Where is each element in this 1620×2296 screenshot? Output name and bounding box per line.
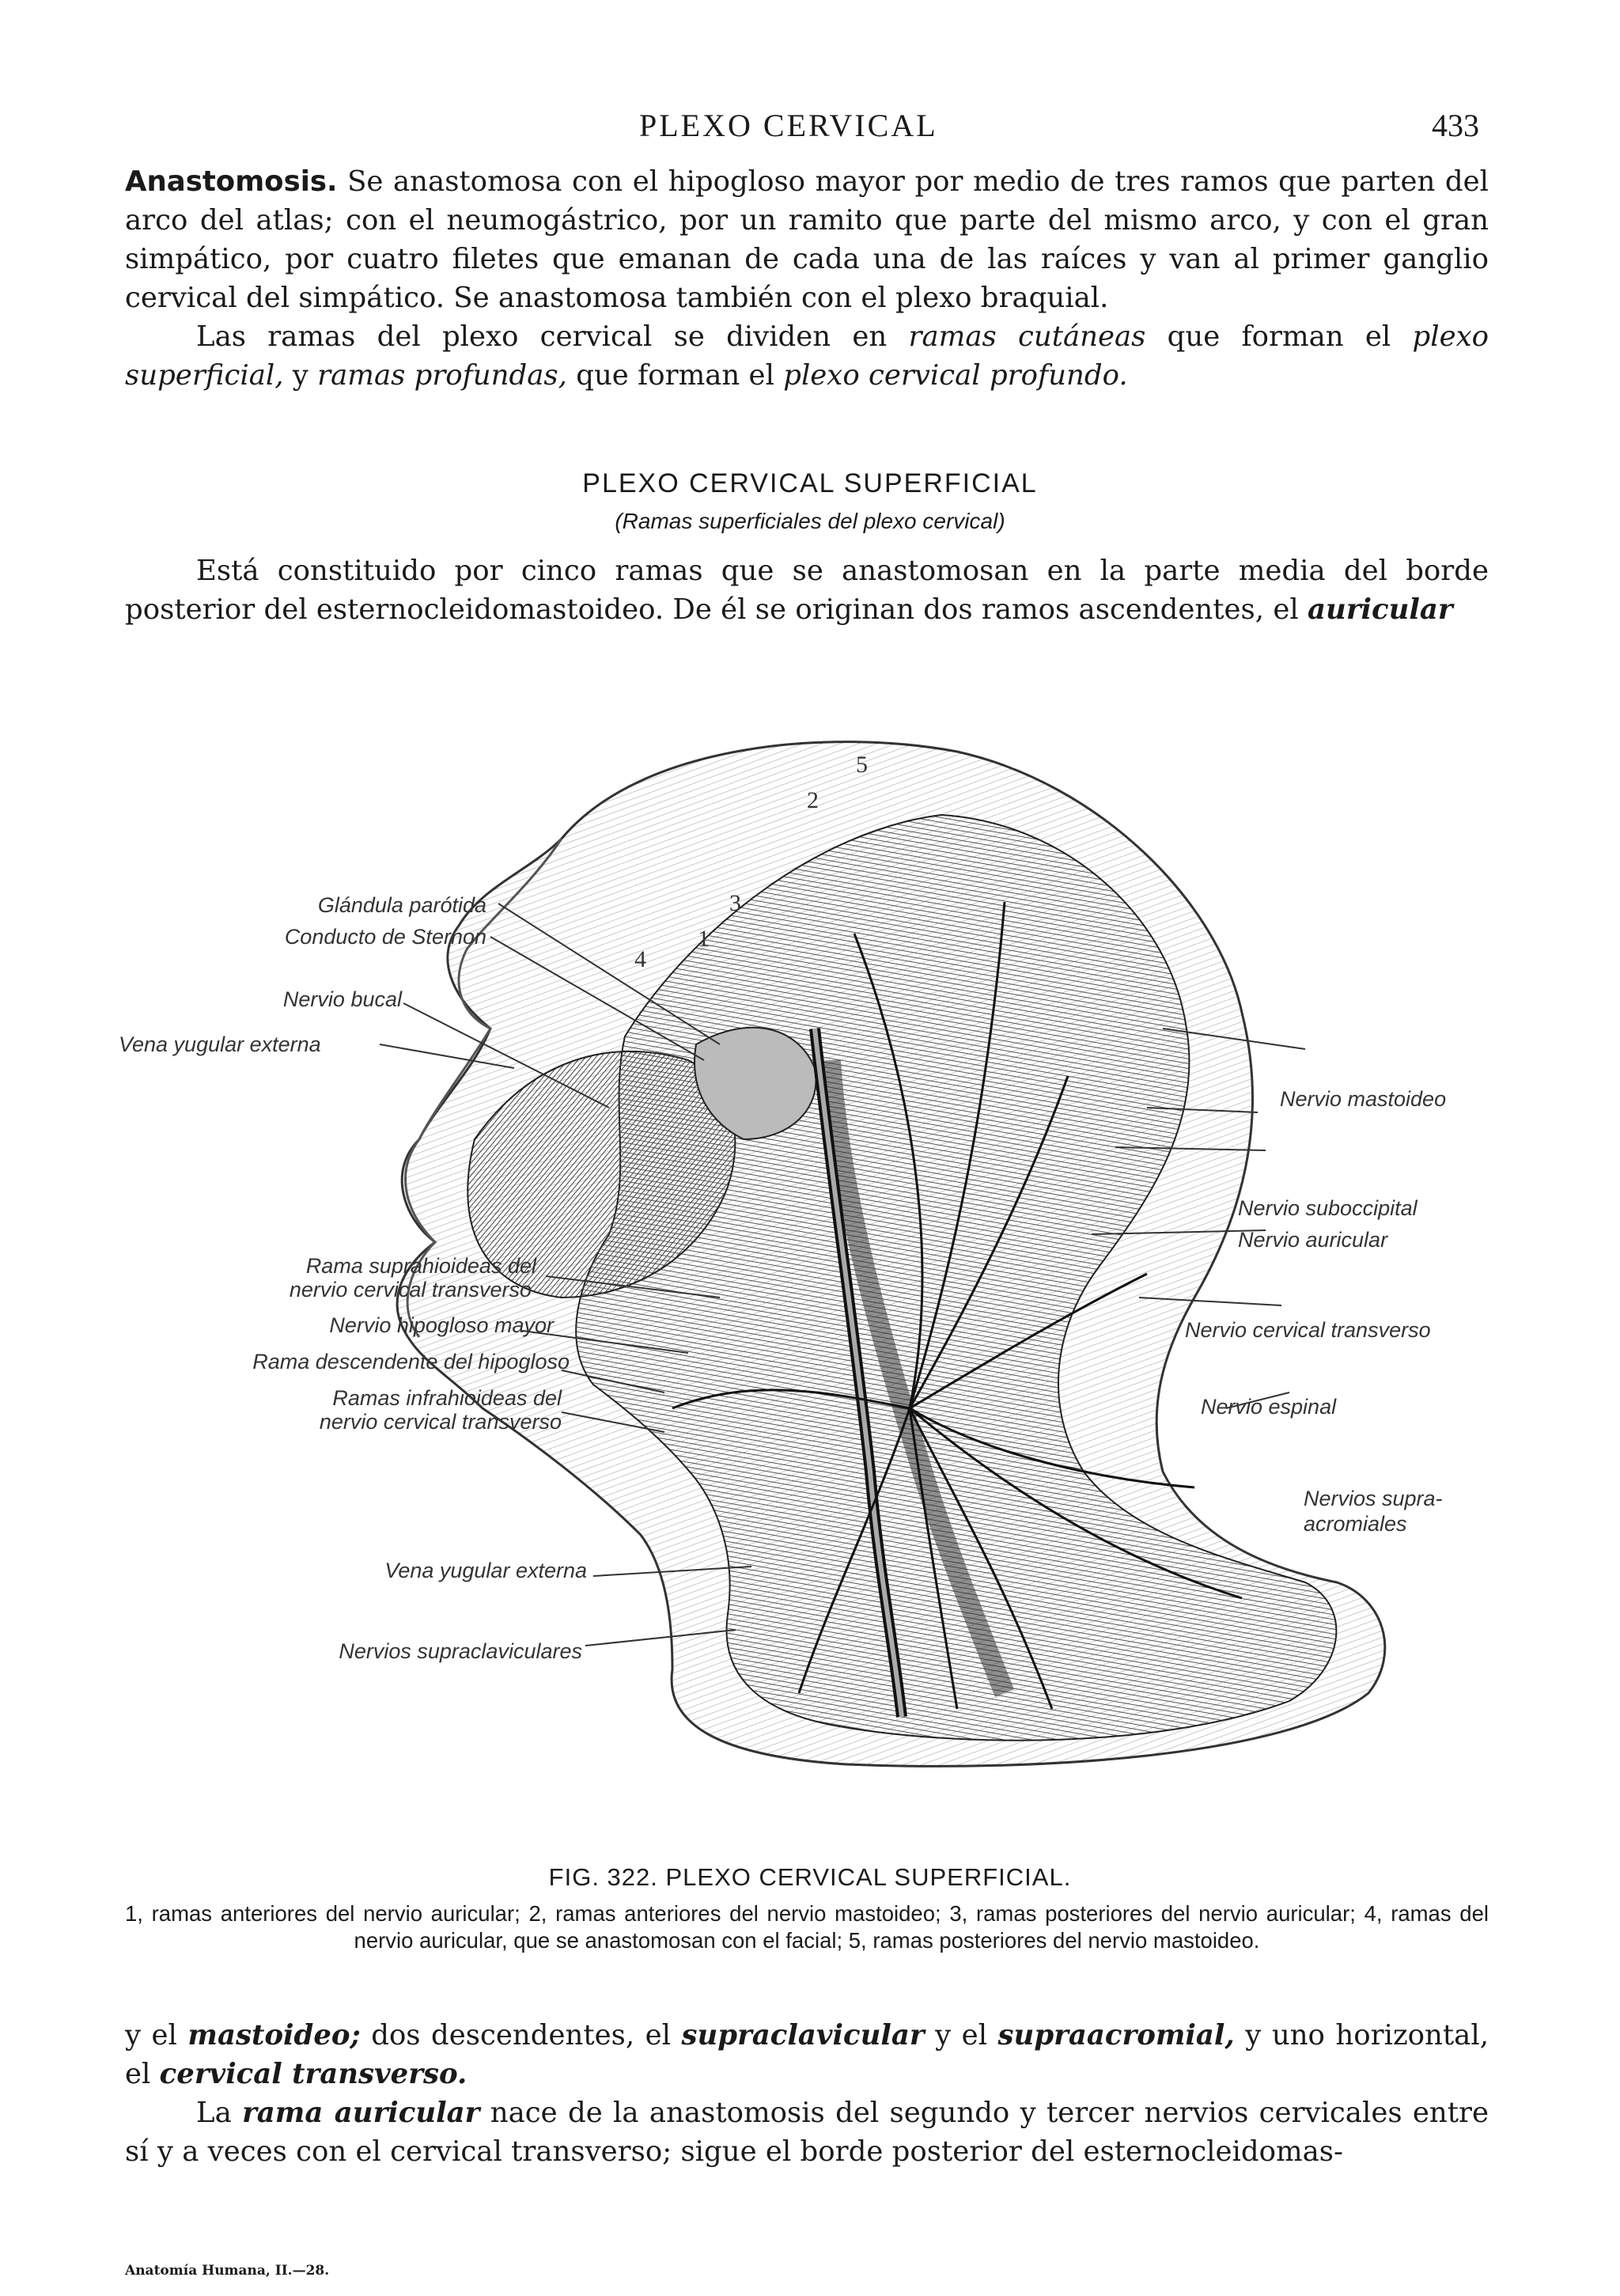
label-acromiales: acromiales <box>1304 1512 1407 1536</box>
italic-term: plexo superficial, <box>125 320 1489 392</box>
text-run: que forman el <box>566 359 784 392</box>
text-run: que forman el <box>1145 320 1413 353</box>
label-vena-yugular-externa-2: Vena yugular externa <box>384 1559 587 1582</box>
section-title: PLEXO CERVICAL SUPERFICIAL <box>582 468 1038 498</box>
label-glandula-parotida: Glándula parótida <box>317 893 486 917</box>
running-head-title: PLEXO CERVICAL <box>639 108 938 143</box>
figure-number-3: 3 <box>729 890 741 916</box>
label-nervio-cervical-transverso-2: nervio cervical transverso <box>319 1410 562 1434</box>
label-nervio-cervical-transverso-1: nervio cervical transverso <box>289 1278 532 1301</box>
italic-term: ramas cutáneas <box>908 320 1146 353</box>
paragraph-anastomosis <box>125 162 1489 317</box>
text-run: dos descendentes, el <box>360 2019 682 2052</box>
label-rama-suprahioideas: Rama suprahioideas del <box>305 1254 536 1278</box>
figure-number-5: 5 <box>856 752 868 778</box>
text-run: y uno horizontal, el <box>125 2019 1489 2090</box>
page-footer: Anatomía Humana, II.—28. <box>125 2263 330 2279</box>
figure-caption: FIG. 322. PLEXO CERVICAL SUPERFICIAL. <box>548 1863 1072 1891</box>
italic-term: supraclavicular <box>681 2019 925 2052</box>
italic-term: rama auricular <box>242 2097 480 2129</box>
figure-number-2: 2 <box>807 787 819 813</box>
label-nervio-espinal: Nervio espinal <box>1201 1395 1337 1419</box>
text-run: y <box>283 359 318 392</box>
paragraph-section <box>125 551 1489 629</box>
paragraph-continuation <box>125 2016 1489 2093</box>
label-nervio-cervical-transverso: Nervio cervical transverso <box>1185 1318 1431 1342</box>
italic-term: plexo cervical profundo. <box>783 359 1128 392</box>
text-run: y el <box>924 2019 998 2052</box>
label-nervios-supra: Nervios supra- <box>1304 1487 1443 1510</box>
text-run: La <box>196 2097 243 2129</box>
italic-term: supraacromial, <box>997 2019 1235 2052</box>
label-conducto-sternon: Conducto de Sternon <box>284 925 486 949</box>
label-rama-descendente-hipogloso: Rama descendente del hipogloso <box>252 1350 570 1373</box>
text-run: Las ramas del plexo cervical se dividen en <box>196 320 909 353</box>
paragraph-lead: Anastomosis. <box>125 165 338 198</box>
label-vena-yugular-externa-1: Vena yugular externa <box>119 1032 321 1056</box>
paragraph-rama-auricular <box>125 2093 1489 2171</box>
italic-term: cervical transverso. <box>159 2058 467 2090</box>
text-run: Está constituido por cinco ramas que se anastomosan en la parte media del borde posterior del esternocleidomastoideo. De él se originan dos ramos ascendentes, el <box>125 555 1489 626</box>
anatomical-figure <box>119 696 1495 1851</box>
figure-number-1: 1 <box>698 926 710 952</box>
italic-term: ramas profundas, <box>317 359 567 392</box>
label-nervio-hipogloso-mayor: Nervio hipogloso mayor <box>329 1313 554 1337</box>
running-head <box>0 107 1620 154</box>
paragraph-branches <box>125 317 1489 395</box>
section-subtitle: (Ramas superficiales del plexo cervical) <box>615 509 1005 533</box>
figure-legend: 1, ramas anteriores del nervio auricular; 2, ramas anteriores del nervio mastoideo; 3, ramas posteriores del nervio auricular; 4, ramas del nervio auricular, que se anastomosan con el facial; 5, ramas posteriores del nervio mastoideo. <box>125 1901 1489 1953</box>
label-nervios-supraclaviculares: Nervios supraclaviculares <box>339 1639 582 1663</box>
label-nervio-auricular: Nervio auricular <box>1238 1228 1388 1252</box>
figure-number-4: 4 <box>634 946 646 972</box>
page-number: 433 <box>1432 108 1479 143</box>
label-nervio-suboccipital: Nervio suboccipital <box>1238 1196 1418 1220</box>
italic-term: auricular <box>1308 593 1453 626</box>
label-ramas-infrahioideas: Ramas infrahioideas del <box>332 1386 562 1410</box>
label-nervio-bucal: Nervio bucal <box>282 987 402 1011</box>
label-nervio-mastoideo: Nervio mastoideo <box>1280 1087 1447 1111</box>
italic-term: mastoideo; <box>187 2019 361 2052</box>
text-run: nace de la anastomosis del segundo y tercer nervios cervicales entre sí y a veces con el cervical transverso; sigue el borde posterior del esternocleidomas- <box>125 2097 1489 2168</box>
text-run: y el <box>125 2019 188 2052</box>
paragraph-text: Se anastomosa con el hipogloso mayor por medio de tres ramos que parten del arco del atlas; con el neumogástrico, por un ramito que parte del mismo arco, y con el gran simpático, por cuatro filetes que emanan de cada una de las raíces y van al primer ganglio cervical del simpático. Se anastomosa también con el plexo braquial. <box>125 165 1489 314</box>
